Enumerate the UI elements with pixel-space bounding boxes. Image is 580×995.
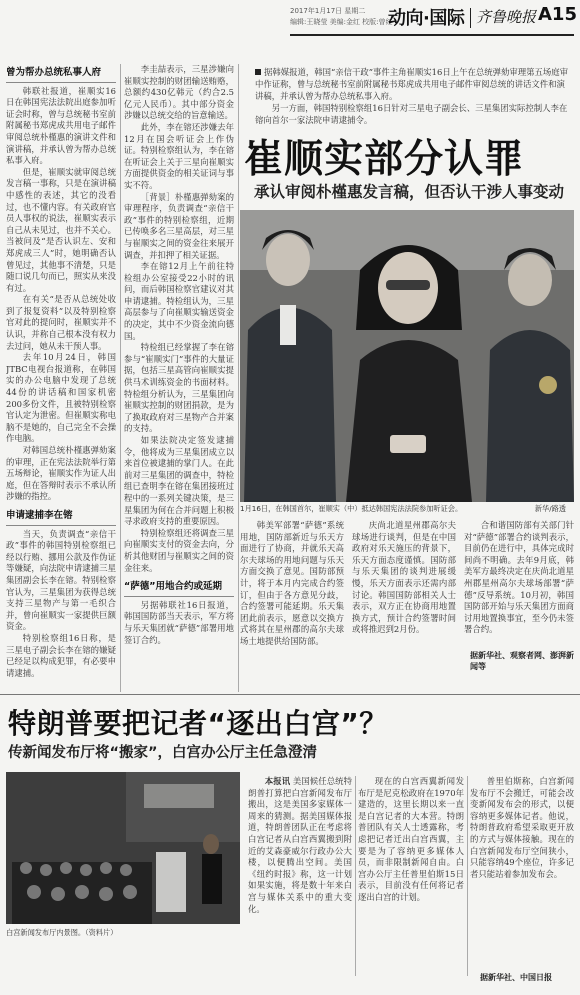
lede-text-1: 据韩媒报道，韩国“亲信干政”事件主角崔顺实16日上午在总统弹劾审理第五场庭审中作证称，曾与总统秘书室前附属秘书郑虎成共用电子邮件审阅总统的讲话文件和演讲稿，并承认曾为帮办总统私事入府。: [255, 67, 568, 101]
subsection-heading-2: 申请逮捕李在镕: [6, 507, 116, 526]
paragraph: 但是，崔顺实就审阅总统发言稿一事称，只是在演讲稿中感性的表述，其它的没看过，也不懂内容。有关政府官员人事权的说法，崔顺实表示自己从未见过，也并不关心。当被问及“是否认识左、安和郑虎成三人”时，她明确否认曾见过，其他事不清楚，只是随口说几句而已，照实从来没有过。: [6, 166, 116, 293]
story2-subhead: 传新闻发布厅将“搬家”，白宫办公厅主任急澄清: [8, 745, 318, 761]
story2-credit: 据新华社、中国日报: [480, 973, 552, 982]
subsection-heading-1: 曾为帮办总统私事人府: [6, 64, 116, 83]
paragraph: 去年10月24日，韩国JTBC电视台报道称，在韩国实的办公电脑中发现了总统44份的讲话稿和国家机密200多份文件，且被特别检察官认定为泄密。但崔顺实称电脑不是她的，自己完全不会操作电脑。: [6, 352, 116, 444]
square-bullet-icon: [255, 69, 261, 75]
paragraph: 韩联社报道，崔顺实16日在韩国宪法法院出庭参加听证会时称，曾与总统秘书室前附属秘书郑虎成共用电子邮件审阅总统朴槿惠的演讲文件和演讲稿，并承认曾为帮办总统私事入府。: [6, 85, 116, 166]
story1-body-col-3: [464, 520, 574, 642]
paragraph: 现在的白宫西翼新闻发布厅是尼克松政府在1970年建造的，这里长期以来一直是白宫记者的大本营。特朗普团队有关人士透露称，考虑把记者迁出白宫西翼，主要是为了容纳更多媒体人员，而非限制新闻自由。白宫办公厅主任普里伯斯15日表示，目前没有任何将记者逐出白宫的计划。: [358, 776, 464, 902]
paragraph: [248, 776, 352, 915]
paragraph: 李在镕12月上午前往特检组办公室接受22小时的讯问，而后韩国检察官建议对其申请逮捕。特检组认为，三星高层参与了向崔顺实输送资金的决定，其中不少资金流向德国。: [124, 261, 234, 341]
paragraph: 普里伯斯称，白宫新闻发布厅不会搬迁，可能会改变新闻发布会的形式，以便容纳更多媒体记者。他说，特朗普政府希望采取更开放的方式与媒体接触。现在的白宫新闻发布厅空间狭小，只能容纳49个座位，许多记者只能站着参加发布会。: [470, 776, 574, 879]
lede-paragraph-1: [255, 66, 573, 102]
column-divider: [120, 64, 121, 692]
story2-text-1: 美国候任总统特朗普打算把白宫新闻发布厅搬出，这是美国多家媒体一周来的猜测。据美国媒体报道，特朗普团队正在考虑将白宫记者从白宫西翼搬到附近的艾森豪威尔行政办公大楼，以便腾出空间。美国《纽约时报》称，这一计划如果实施，将是数十年来白宫与媒体关系中的重大变化。: [248, 776, 352, 914]
paragraph: ［背景］朴槿惠弹劾案的审理程序，负责调查“亲信干政”事件的特别检察组，近期已传唤多名三星高层，对三星与崔顺实之间的资金往来展开调查，并扣押了相关证据。: [124, 191, 234, 260]
paragraph: 特别检察组16日称，是三星电子副会长李在镕的嫌疑已经足以构成犯罪，有必要申请逮捕。: [6, 632, 116, 678]
paragraph: 合和谐国防部有关部门针对“萨德”部署合约谈判表示，目前仍在进行中，具体完成时间尚不明确。去年9月底，韩美军方最终决定在庆尚北道星州郡星州高尔夫球场部署“萨德”反导系统。10月初，韩国国防部开始与乐天集团方面商讨用地置换事宜，至今仍未签署合约。: [464, 520, 574, 635]
story2-headline: 特朗普要把记者“逐出白宫”？: [8, 707, 388, 740]
story2-body-col-1: [248, 776, 352, 976]
story2-body-col-3: [470, 776, 574, 964]
story2-body-col-2: [358, 776, 464, 976]
paragraph: 庆尚北道星州郡高尔夫球场进行谈判，但是在中国政府对乐天施压的背景下，乐天方面态度谨慎。国防部与乐天集团的谈判进展缓慢，乐天方面表示还需内部讨论。韩国国防部相关人士表示，双方正在协商用地置换方式，预计合约签署时间或将推迟到2月份。: [352, 520, 456, 635]
section-separator: [0, 694, 580, 695]
paragraph: 另据韩联社16日报道，韩国国防部当天表示，军方将与乐天集团就“萨德”部署用地签订合约。: [124, 599, 234, 645]
photo1-credit: 新华/路透: [534, 504, 566, 513]
column-divider: [467, 776, 468, 976]
photo1-caption-text: 1月16日，在韩国首尔，崔顺实（中）抵达韩国宪法法院参加听证会。: [240, 504, 463, 513]
section-title: 动向·国际: [388, 8, 465, 29]
story1-credit: 据新华社、观察者网、澎湃新闻等: [470, 651, 574, 671]
paragraph: 当天，负责调查“亲信干政”事件的韩国特别检察组已经以行贿、挪用公款及作伪证等嫌疑，向法院申请逮捕三星集团副会长李在镕。特别检察官认为，三星集团为获得总统支持三星物产与第一毛织合并，曾向崔顺实一家提供巨额资金。: [6, 528, 116, 632]
page-number: A15: [538, 4, 577, 25]
subsection-heading-3: “萨德”用地合约或延期: [124, 578, 234, 597]
press-room-photo: [6, 772, 240, 924]
column-1: [6, 64, 116, 692]
column-divider: [355, 776, 356, 976]
paragraph: 此外，李在镕还涉嫌去年12月在国会听证会上作伪证。特别检察组认为，李在镕在听证会上关于三星向崔顺实方面提供资金的相关证词与事实不符。: [124, 121, 234, 190]
paragraph: 韩美军部署“萨德”系统用地，国防部新近与乐天方面进行了协商，并就乐天高尔夫球场的用地问题与乐天方面交换了意见。国防部预计，将于本月内完成合约签订，但由于各方意见分歧，合约签署可能延期。乐天集团此前表示，愿意以交换方式将其在星州郡的高尔夫球场土地提供给国防部。: [240, 520, 344, 646]
column-2: [124, 64, 234, 692]
date-line: 2017年1月17日 星期二: [290, 7, 366, 15]
court-photo-illustration: [240, 210, 574, 502]
paragraph: 特检组已经掌握了李在镕参与“崔顺实门”事件的大量证据，包括三星高管向崔顺实提供马术训练资金的书面材料。特检组分析认为，三星集团向崔顺实控制的财团捐款，是为了换取政府对三星物产合并案的支持。: [124, 342, 234, 434]
paragraph: 李圭喆表示，三星涉嫌向崔顺实控制的财团输送贿赂，总额约430亿韩元（约合2.5亿元人民币）。其中部分资金涉嫌以总统交给的旨意输送。: [124, 64, 234, 121]
story1-body-col-2: [352, 520, 456, 660]
header-divider: [470, 8, 471, 28]
editors-line: 编辑:王晓莹 美编:金红 校版:曾红: [290, 18, 393, 26]
page-header: [0, 0, 580, 42]
lede-paragraph-2: 另一方面，韩国特别检察组16日针对三星电子副会长、三星集团实际控制人李在镕向首尔一家法院申请逮捕令。: [255, 103, 568, 125]
paragraph: 对韩国总统朴槿惠弹劾案的审理，正在宪法法院举行第五场辩论，崔顺实作为证人出庭，但在答辩时表示不承认所涉嫌的指控。: [6, 445, 116, 502]
press-room-illustration: [6, 772, 240, 924]
paragraph: 如果法院决定签发逮捕令，他将成为三星集团成立以来首位被逮捕的掌门人。在此前对三星集团的调查中，特检组已查明李在镕在集团接班过程中的一系列关键决策，是三星集团为何在合并问题上积极寻求政府支持的重要原因。: [124, 435, 234, 527]
court-photo: [240, 210, 574, 502]
newspaper-brand: 齐鲁晚报: [476, 8, 537, 26]
column-divider: [238, 64, 239, 692]
story1-body-col-1: [240, 520, 344, 660]
story1-subhead: 承认审阅朴槿惠发言稿，但否认干涉人事变动: [254, 183, 565, 201]
paragraph: 在有关“是否从总统处收到了报复资料”以及特别检察官对此的提问时，崔顺实并不认识，并称自己根本没有权力去过问，她从未干预人事。: [6, 294, 116, 351]
photo2-caption: 白宫新闻发布厅内景图。（资料片）: [6, 928, 118, 937]
paragraph: 特别检察组还将调查三星向崔顺实支付的资金去向，分析其他财团与崔顺实之间的资金往来。: [124, 527, 234, 573]
photo1-caption: [240, 504, 574, 514]
story-lede: [255, 66, 573, 126]
header-rule: [290, 34, 574, 36]
story1-headline: 崔顺实部分认罪: [244, 137, 525, 182]
byline: 本报讯: [264, 776, 291, 786]
